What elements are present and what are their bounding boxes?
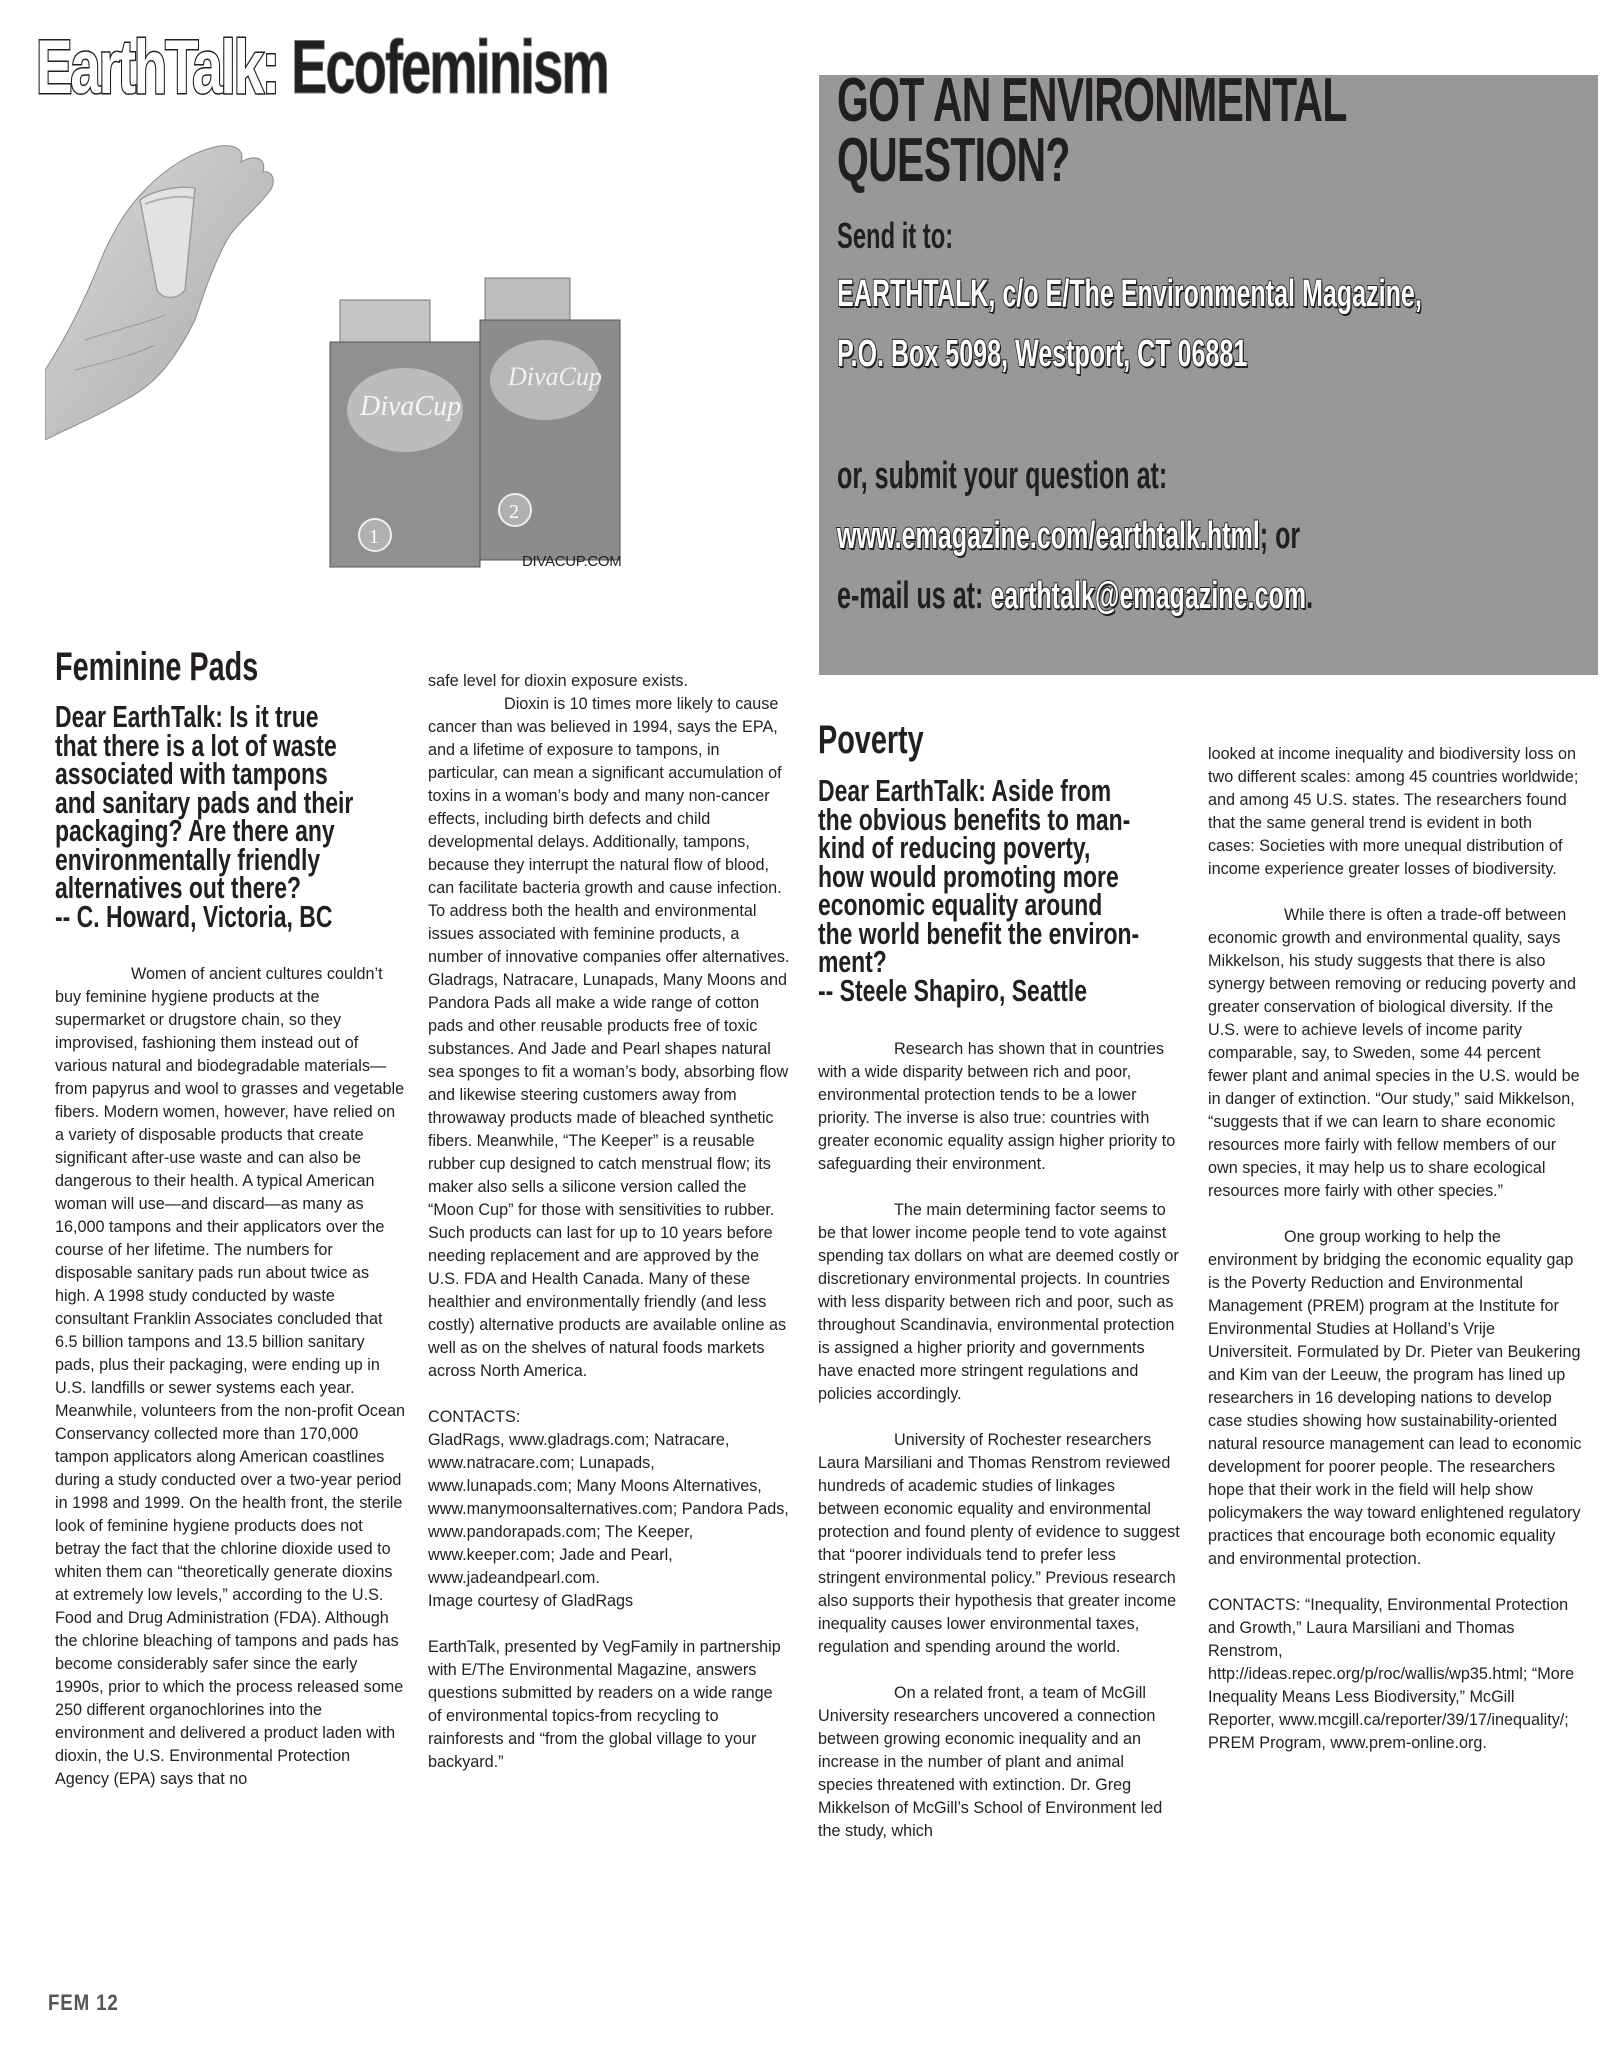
article1-image-credit: Image courtesy of GladRags: [428, 1592, 634, 1610]
hand-icon: [45, 140, 275, 440]
article1-contacts: GladRags, www.gladrags.com; Natracare, www.natracare.com; Lunapads, www.lunapads.com; Many Moons Alternatives, www.manymoonsalternatives.com; Pandora Pads, www.pandorapads.com; The Keeper, www.keeper.com; Jade and Pearl, www.jadeandpearl.com.: [428, 1431, 789, 1587]
email-link[interactable]: earthtalk@emagazine.com: [990, 575, 1307, 617]
page-title: [36, 25, 608, 110]
article1-body-continuation: safe level for dioxin exposure exists.: [428, 672, 689, 690]
question-submission-box: [819, 66, 1598, 675]
article2-title: Poverty: [818, 718, 924, 762]
mailing-address-line1: EARTHTALK, c/o E/The Environmental Magazine,: [837, 273, 1422, 315]
article2-body-p3: University of Rochester researchers Laura Marsiliani and Thomas Renstrom reviewed hundreds of academic studies of linkages between economic equality and environmental protection and found plenty of evidence to suggest that “poorer individuals tend to prefer less stringent environmental policy.” Previous research also supports their hypothesis that greater income inequality causes lower environmental taxes, regulation and spending around the world.: [818, 1431, 1180, 1656]
article2-body-p1: Research has shown that in countries with a wide disparity between rich and poor, environmental protection tends to be a lower priority. The inverse is also true: countries with greater economic equality assign higher priority to safeguarding their environment.: [818, 1040, 1176, 1173]
article2-body-p2: The main determining factor seems to be that lower income people tend to vote against spending tax dollars on what are deemed costly or discretionary environmental projects. In countries with less disparity between rich and poor, such as throughout Scandinavia, environmental protection is assigned a higher priority and governments have enacted more stringent regulations and policies accordingly.: [818, 1201, 1179, 1403]
article2-body-continuation: looked at income inequality and biodiversity loss on two different scales: among 45 countries worldwide; and among 45 U.S. states. The researchers found that the same general trend is evident in both cases: Societies with more unequal distribution of income experience greater losses of biodiversity.: [1208, 745, 1579, 878]
masthead-earthtalk: EarthTalk:: [36, 25, 278, 110]
submit-url-line: www.emagazine.com/earthtalk.html; or: [837, 515, 1301, 557]
article1-contacts-label: CONTACTS:: [428, 1408, 521, 1426]
article1-body-p1: Women of ancient cultures couldn’t buy feminine hygiene products at the supermarket or drugstore chain, so they improvised, fashioning them instead out of various natural and biodegradable materials—from papyrus and wool to grasses and vegetable fibers. Modern women, however, have relied on a variety of disposable products that create significant after-use waste and can also be dangerous to their health. A typical American woman will use—and discard—as many as 16,000 tampons and their applicators over the course of her lifetime. The numbers for disposable sanitary pads run about twice as high. A 1998 study conducted by waste consultant Franklin Associates concluded that 6.5 billion tampons and 13.5 billion sanitary pads, plus their packaging, were ending up in U.S. landfills or sewer systems each year. Meanwhile, volunteers from the non-profit Ocean Conservancy collected more than 170,000 tampon applicators along American coastlines during a study conducted over a two-year period in 1998 and 1999. On the health front, the sterile look of feminine hygiene products does not betray the fact that the chlorine dioxide used to whiten them can “theoretically generate dioxins at extremely low levels,” according to the U.S. Food and Drug Administration (FDA). Although the chlorine bleaching of tampons and pads has become considerably safer since the early 1990s, prior to which the process released some 250 different organochlorines into the environment and delivered a product laden with dioxin, the U.S. Environmental Protection Agency (EPA) says that no: [55, 965, 406, 1788]
image-credit: DIVACUP.COM: [522, 553, 622, 570]
mailing-address-line2: P.O. Box 5098, Westport, CT 06881: [837, 333, 1248, 375]
article2-column2: [1208, 743, 1583, 1755]
page-folio: FEM 12: [48, 1990, 119, 2015]
article1-body-p2: Dioxin is 10 times more likely to cause cancer than was believed in 1994, says the EPA, and a lifetime of exposure to tampons, in particular, can mean a significant accumulation of toxins in a woman’s body and many non-cancer effects, including birth defects and child developmental delays. Additionally, tampons, because they interrupt the natural flow of blood, can facilitate bacteria growth and cause infection. To address both the health and environmental issues associated with feminine products, a number of innovative companies offer alternatives. Gladrags, Natracare, Lunapads, Many Moons and Pandora Pads all make a wide range of cotton pads and other reusable products free of toxic substances. And Jade and Pearl shapes natural sea sponges to fit a woman’s body, absorbing flow and likewise steering customers away from throwaway products made of bleached synthetic fibers. Meanwhile, “The Keeper” is a reusable rubber cup designed to catch menstrual flow; its maker also sells a silicone version called the “Moon Cup” for those with sensitivities to rubber. Such products can last for up to 10 years before needing replacement and are approved by the U.S. FDA and Health Canada. Many of these healthier and environmentally friendly (and less costly) alternative products are available online as well as on the shelves of natural foods markets across North America.: [428, 695, 790, 1380]
svg-text:DivaCup: DivaCup: [508, 362, 602, 391]
question-box-headline: GOT AN ENVIRONMENTAL QUESTION?: [837, 66, 1347, 195]
submit-url-link[interactable]: www.emagazine.com/earthtalk.html: [837, 515, 1260, 557]
email-line: e-mail us at: earthtalk@emagazine.com.: [837, 575, 1314, 617]
send-label: Send it to:: [837, 215, 954, 256]
article2-question: Dear EarthTalk: Aside from the obvious benefits to man- kind of reducing poverty, how would promoting more economic equality around the world benefit the environ- ment? -- Steele Shapiro, Seattle: [818, 773, 1140, 1008]
hand-with-cup-photo: [45, 140, 275, 440]
submit-label: or, submit your question at:: [837, 455, 1168, 497]
article2-contacts: CONTACTS: “Inequality, Environmental Protection and Growth,” Laura Marsiliani and Thomas Renstrom, http://ideas.repec.org/p/roc/wallis/wp35.html; “More Inequality Means Less Biodiversity,” McGill Reporter, www.mcgill.ca/reporter/39/17/inequality/; PREM Program, www.prem-online.org.: [1208, 1596, 1575, 1752]
divacup-boxes-photo: [320, 270, 625, 570]
article2-body-p6: One group working to help the environment by bridging the economic equality gap is the Poverty Reduction and Environmental Management (PREM) program at the Institute for Environmental Studies at Holland’s Vrije Universiteit. Formulated by Dr. Pieter van Beukering and Kim van der Leeuw, the program has lined up researchers in 16 developing nations to develop case studies showing how sustainability-oriented natural resource management can lead to economic development for poorer people. The researchers hope that their work in the field will help show policymakers the way toward enlightened regulatory practices that encourage both economic equality and environmental protection.: [1208, 1228, 1582, 1568]
article1-title: Feminine Pads: [55, 645, 259, 689]
masthead-topic: Ecofeminism: [277, 25, 608, 110]
article2-column1: [818, 1038, 1180, 1843]
article2-body-p5: While there is often a trade-off between economic growth and environmental quality, says Mikkelson, his study suggests that there is also synergy between removing or reducing poverty and greater conservation of biological diversity. If the U.S. were to achieve levels of income parity comparable, say, to Sweden, some 44 percent fewer plant and animal species in the U.S. would be in danger of extinction. “Our study,” said Mikkelson, “suggests that if we can learn to share economic resources more fairly with fellow members of our own species, it may help us to share ecological resources more fairly with other species.”: [1208, 906, 1580, 1200]
article1-column1: [55, 963, 407, 1791]
svg-text:DivaCup: DivaCup: [360, 391, 462, 422]
svg-text:2: 2: [509, 501, 519, 523]
article2-body-p4: On a related front, a team of McGill University researchers uncovered a connection between growing economic inequality and an increase in the number of plant and animal species threatened with extinction. Dr. Greg Mikkelson of McGill’s School of Environment led the study, which: [818, 1684, 1163, 1840]
article1-question: Dear EarthTalk: Is it true that there is a lot of waste associated with tampons and sanitary pads and their packaging? Are there any environmentally friendly alternatives out there? -- C. Howard, Victoria, BC: [55, 699, 354, 934]
product-box-icon: [320, 270, 625, 570]
svg-text:1: 1: [369, 526, 379, 548]
article1-column2: [428, 670, 790, 1774]
earthtalk-about: EarthTalk, presented by VegFamily in partnership with E/The Environmental Magazine, answers questions submitted by readers on a wide range of environmental topics-from recycling to rainforests and “from the global village to your backyard.”: [428, 1638, 781, 1771]
